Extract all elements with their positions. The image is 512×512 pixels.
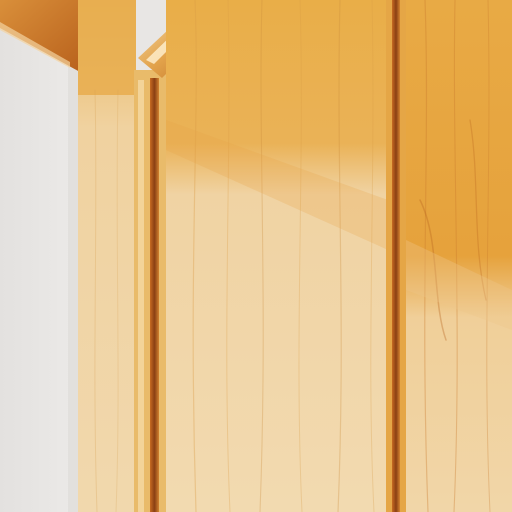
panel-groove-left bbox=[150, 78, 159, 512]
panel-groove-right bbox=[392, 0, 400, 512]
panel-molding-left-highlight bbox=[138, 80, 144, 512]
door-stile-left-top bbox=[78, 0, 136, 95]
door-panel-center bbox=[166, 0, 388, 512]
